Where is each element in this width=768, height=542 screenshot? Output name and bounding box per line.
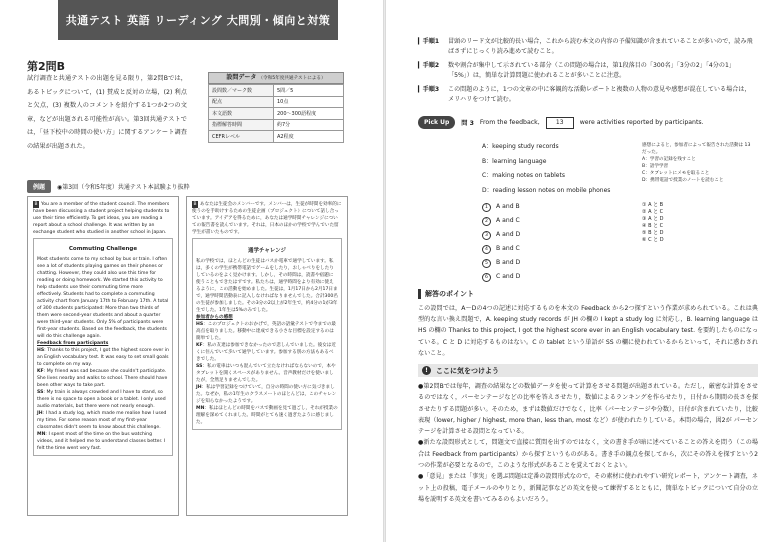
- answer-choice: 3 A and D: [482, 228, 520, 242]
- reading-steps: [418, 37, 753, 108]
- summary-title: 設問データ （令和5年度共通テストによる）: [208, 72, 344, 84]
- feedback-item: KF: My friend was sad because she couldn't participate. She lives nearby and walks to school. There should have been other ways to take part.: [37, 369, 168, 388]
- question-post: were activities reported by participants.: [579, 119, 704, 126]
- pickup-question: [418, 116, 704, 129]
- summary-row: 設問数／マーク数 5問／5: [209, 85, 344, 97]
- note-answer: ② A と C: [642, 209, 664, 215]
- english-feedback-title: Feedback from participants: [37, 341, 109, 346]
- answer-blank: 13: [546, 117, 574, 129]
- feedback-item: SS：私の電車はいつも混んでいて立たなければならないので，本やタブレットを開くスペースがありません。音声教材だけを使いましたが，全然足りませんでした。: [196, 364, 336, 383]
- question-pre: From the feedback,: [479, 119, 540, 126]
- caution-body: [418, 381, 758, 505]
- hint-heading: 解答のポイント: [418, 289, 474, 299]
- japanese-report: [192, 238, 342, 430]
- feedback-item: MN: I spent most of the time on the bus watching videos, and it helped me to understand classes better. I felt the time went very fast.: [37, 432, 166, 451]
- answer-choice: 4 B and C: [482, 242, 520, 256]
- feedback-item: SS: My train is always crowded and I have to stand, so there is no space to open a book or a tablet. I only used audio materials, but there were not nearly enough.: [37, 390, 166, 409]
- note-answer: ③ A と D: [642, 216, 664, 222]
- section-title: 第2問B: [27, 60, 66, 73]
- answer-choice: 1 A and B: [482, 200, 520, 214]
- heading-bar: [418, 289, 421, 299]
- note-option: A：学習の記録を残すこと: [642, 157, 696, 162]
- option-item: D：reading lesson notes on mobile phones: [482, 186, 611, 194]
- answer-choices: [482, 200, 520, 284]
- note-answer: ① A と B: [642, 202, 664, 208]
- right-page: [386, 0, 768, 542]
- step-item: ▎手順3 この問題のように，1つの文章の中に客観的な活動レポートと複数の人物の意見や感想が混在している場合は，メリハリをつけて読む。: [418, 85, 751, 104]
- feedback-item: HS: Thanks to this project, I got the highest score ever in an English vocabulary test. It was easy to set small goals to complete on my way.: [37, 348, 169, 367]
- english-report-title: Commuting Challenge: [68, 246, 138, 252]
- english-report: [33, 238, 173, 456]
- pickup-tag: Pick Up: [418, 116, 455, 129]
- caution-item: ●新たな設問形式として，問題文で直接に質問を出すのではなく，文の書き手が暗に述べていることの答えを問う（この場合は Feedback from participants）から探すというものがある。書き手の観点を探してから，次にその答えを探すという2つの作業が必要となるので，このような形式があることを覚えておくとよい。: [418, 439, 758, 470]
- note-answer: ⑥ C と D: [642, 237, 664, 243]
- summary-row: 指標解答時間 約7分: [209, 119, 344, 131]
- step-item: ▎手順1 冒頭のリード文が比較的長い場合，これから読む本文の内容の予備知識が含まれていることが多いので，読み飛ばさずにじっくり読み進めて読むこと。: [418, 38, 753, 56]
- note-answer: ④ B と C: [642, 223, 664, 229]
- header-title: 共通テスト 英語 リーディング 大問別・傾向と対策: [65, 14, 331, 27]
- japanese-feedback-title: 参加者からの感想: [196, 315, 233, 320]
- japanese-intro: B あなたは生徒会のメンバーです。メンバーは，生徒が時間を効率的に使うのを手助けするための生徒企画（プロジェクト）について話し合っています。アイデアを得るために，あなたは通学時間チャレンジについての報告書を読んでいます。それは，日本のほかの学校で学んでいた留学生が書いたものです。: [192, 202, 342, 235]
- hint-text: この設問では，A～Dの4つの記述に対応するものを本文の Feedback から2つ探すという作業が求められている。これは典型的な言い換え問題で，A. keeping study records が JH の欄の I kept a study log に対応し，B. learning language は HS の欄の Thanks to this project, I got the highest score ever in an English vocabulary test. を要約したものになっている。C と D に対応するものはない。C の tablet という単語が SS の欄に使われているからといって，それに惑わされないこと。: [418, 305, 758, 357]
- caution-item: ●第2問Bでは毎年，調査の結果などの数値データを使って計算をさせる問題が出題されている。ただし，厳密な計算をさせるのではなく，パーセンテージなどの比率を答えさせたり，数値によるランキングを作らせたり，日付から期間の長さを探させたりする問題が多い。そのため，まずは数値だけでなく，比率（パーセンテージや分数），日付が含まれていたり，比較表現（lower, higher / highest, more than, less than, most など）が使われたりしている。本問の場合，図2が パーセンテージを計算させる設問となっている。: [418, 383, 758, 436]
- japanese-report-body: 私の学校では，ほとんどの生徒はバスか電車で通学しています。私は，多くの学生が携帯電話でゲームをしたり，おしゃべりをしたりしているのをよく見かけます。しかし，その時間は，読書や宿題に使うこともできたはずです。私たちは，通学時間をより有効に使えるように，この活動を始めました。生徒は，1月17日から2月17日まで，通学時間活動表に記入しなければなりませんでした。合計300名の生徒が参加しました。その3分の2以上が2年生で，約4分の1が3年生でした。1年生は5%のみでした。: [196, 259, 338, 313]
- note-option: D：携帯電話で授業のノートを読むこと: [642, 178, 724, 183]
- caution-heading: ! ここに気をつけよう: [418, 364, 758, 377]
- option-item: B：learning language: [482, 157, 547, 165]
- feedback-item: MN：私はほとんどの時間をバスで動画を見て過ごし，それが授業の理解を深めてくれました。時間がとても速く過ぎたように感じました。: [196, 406, 338, 425]
- note-option: C：タブレットにメモを取ること: [642, 171, 710, 176]
- summary-row: 配点 10点: [209, 96, 344, 108]
- answer-choice: 6 C and D: [482, 270, 520, 284]
- question-number: 問 3: [461, 120, 474, 127]
- note-answer: ⑤ B と D: [642, 230, 664, 236]
- intro-text: 試行調査と共通テストの出題を見る限り，第2問Bでは，あるトピックについて，(1) 賛成と反対の立場，(2) 利点と欠点，(3) 複数人のコメントを紹介する1つか2つの文章，などが出題される可能性が高い。第3回共通テストでは，「昼下校中の時間の使い方」に関するアンケート調査の結果が出題された。: [27, 75, 187, 150]
- japanese-translation: [186, 196, 348, 516]
- left-page: [0, 0, 383, 542]
- summary-row: 本文語数 200～300語程度: [209, 108, 344, 120]
- feedback-item: KF：私の友達は参加できなかったので悲しんでいました。彼女は近くに住んでいて歩いて通学しています。参加する別の方法もあるべきでした。: [196, 343, 336, 362]
- step-item: ▎手順2 数や割合が集中して示されている部分（この問題の場合は，第1段落目の「300名」「3分の2」「4分の1」「5%」）は，簡単な計算問題に使われることが多いことに注意。: [418, 61, 735, 80]
- summary-table: [208, 72, 344, 143]
- example-source: ◉第3回（令和5年度）共通テスト本試験より抜粋: [57, 184, 190, 191]
- english-report-body: Most students come to my school by bus or train. I often see a lot of students playing games on their phones or chatting. However, they could also use this time for reading or doing homework. We started this activity to help students use their commuting time more effectively. Students had to complete a commuting activity chart from January 17th to February 17th. A total of 300 students participated: More than two thirds of them were second-year students and about a quarter were third-year students. Only 5% of participants were first-year students. Based on the feedback, the students will do this challenge again.: [37, 257, 169, 339]
- example-label: [27, 180, 190, 193]
- translation-note: [642, 142, 752, 184]
- feedback-item: JH：私は学習記録をつけていて，自分の時間の使い方に気づきました。なぜか，私の1年生のクラスメートのほとんどは，このチャレンジを知らなかったようです。: [196, 385, 337, 404]
- caution-item: ●「意見」または「事実」を選ぶ問題は定番の設問形式なので，その素材に使われやすい研究レポート，アンケート調査，ネット上の投稿，電子メールのやりとり，新聞記事などの英文を使って練習するとともに，簡単なトピックについて自分の立場を説明する英文を書いてみるのもよいだろう。: [418, 473, 758, 503]
- option-item: C：making notes on tablets: [482, 172, 565, 179]
- example-tag: 例題: [27, 180, 51, 193]
- feedback-item: JH: I had a study log, which made me realise how I used my time. For some reason most of my first-year classmates didn't seem to know about this challenge.: [37, 411, 167, 430]
- english-intro: B You are a member of the student council. The members have been discussing a student project helping students to use their time efficiently. To get ideas, you are reading a report about a school challenge. It was written by an exchange student who studied in another school in Japan.: [33, 202, 170, 235]
- translation-answers: [642, 202, 702, 244]
- answer-choice: 5 B and D: [482, 256, 520, 270]
- answer-choice: 2 A and C: [482, 214, 520, 228]
- english-passage: [27, 196, 179, 516]
- page-header: [58, 0, 338, 40]
- note-option: B：語学学習: [642, 164, 669, 169]
- option-item: A：keeping study records: [482, 143, 559, 150]
- japanese-report-title: 通学チャレンジ: [247, 248, 287, 254]
- feedback-item: HS：このプロジェクトのおかげで，英語の語彙テストで今までの最高点を取りました。移動中に達成できる小さな目標を設定するのは簡単でした。: [196, 322, 337, 341]
- exclamation-icon: !: [422, 366, 431, 375]
- summary-row: CEFRレベル A2程度: [209, 131, 344, 143]
- option-list: [482, 140, 658, 198]
- note-question: 感想によると，参加者によって報告された活動は 13 だった。: [642, 143, 751, 155]
